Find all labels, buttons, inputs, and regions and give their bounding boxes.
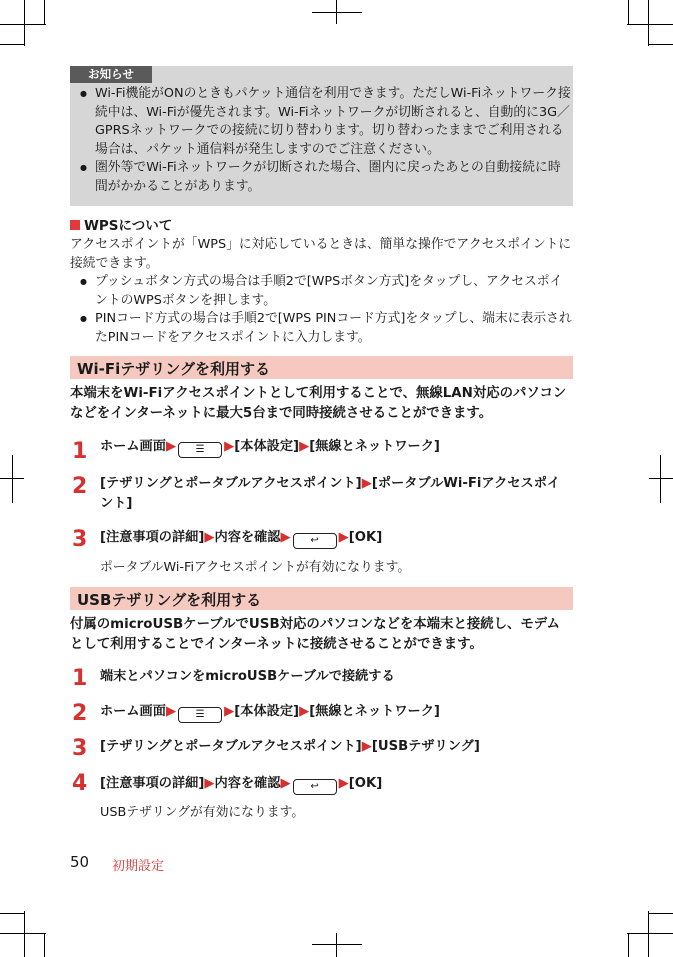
square-icon xyxy=(70,220,80,230)
wps-item: ● プッシュボタン方式の場合は手順2で[WPSボタン方式]をタップし、アクセスポイントのWPSボタンを押します。 xyxy=(78,273,572,310)
step-text: 端末とパソコンをmicroUSBケーブルで接続する xyxy=(100,669,395,684)
step-text: ホーム画面▶ ☰ ▶[本体設定]▶[無線とネットワーク] xyxy=(100,437,570,458)
step-number: 1 xyxy=(72,666,88,691)
back-key-icon: ↩ xyxy=(293,779,337,795)
page-number: 50 xyxy=(70,853,90,871)
step-text: [注意事項の詳細]▶内容を確認▶ ↩ ▶[OK] xyxy=(100,774,570,795)
section-lead: 本端末をWi-Fiアクセスポイントとして利用することで、無線LAN対応のパソコンなどをインターネットに最大5台まで同時接続させることができます。 xyxy=(70,386,567,421)
wps-item: ● PINコード方式の場合は手順2で[WPS PINコード方式]をタップし、端末に表示されたPINコードをアクセスポイントに入力します。 xyxy=(78,310,572,347)
note-list xyxy=(78,85,572,196)
chapter-title: 初期設定 xyxy=(112,859,165,874)
note-tag: お知らせ xyxy=(70,66,152,83)
step-text: ホーム画面▶ ☰ ▶[本体設定]▶[無線とネットワーク] xyxy=(100,702,570,723)
step-text: [テザリングとポータブルアクセスポイント]▶[USBテザリング] xyxy=(100,739,480,754)
menu-key-icon: ☰ xyxy=(178,442,222,458)
section-band xyxy=(70,356,573,379)
step-text: [テザリングとポータブルアクセスポイント]▶[ポータブルWi-Fiアクセスポイント] xyxy=(100,476,561,511)
step-number: 3 xyxy=(72,527,88,552)
section-title: USBテザリングを利用する xyxy=(77,591,262,609)
step-number: 2 xyxy=(72,474,88,499)
menu-key-icon: ☰ xyxy=(178,707,222,723)
section-title: Wi-Fiテザリングを利用する xyxy=(77,360,271,378)
step-result: ポータブルWi-Fiアクセスポイントが有効になります。 xyxy=(100,560,411,575)
step-result: USBテザリングが有効になります。 xyxy=(100,805,305,820)
step-number: 3 xyxy=(72,736,88,761)
section-lead: 付属のmicroUSBケーブルでUSB対応のパソコンなどを本端末と接続し、モデムとして利用することでインターネットに接続させることができます。 xyxy=(70,617,560,652)
step-text: [注意事項の詳細]▶内容を確認▶ ↩ ▶[OK] xyxy=(100,528,570,549)
wps-heading: WPSについて xyxy=(70,214,172,234)
wps-list xyxy=(78,273,572,347)
step-number: 1 xyxy=(72,439,88,464)
step-number: 2 xyxy=(72,701,88,726)
step-number: 4 xyxy=(72,771,88,796)
section-band xyxy=(70,587,573,610)
wps-intro: アクセスポイントが「WPS」に対応しているときは、簡単な操作でアクセスポイントに接続できます。 xyxy=(70,237,572,271)
note-item: ● 圏外等でWi-Fiネットワークが切断された場合、圏内に戻ったあとの自動接続に時間がかかることがあります。 xyxy=(78,159,572,196)
back-key-icon: ↩ xyxy=(293,533,337,549)
note-item: ● Wi-Fi機能がONのときもパケット通信を利用できます。ただしWi-Fiネットワーク接続中は、Wi-Fiが優先されます。Wi-Fiネットワークが切断されると、自動的に3G／GPRSネットワークでの接続に切り替わります。切り替わったままでご利用される場合は、パケット通信料が発生しますのでご注意ください。 xyxy=(78,85,572,159)
